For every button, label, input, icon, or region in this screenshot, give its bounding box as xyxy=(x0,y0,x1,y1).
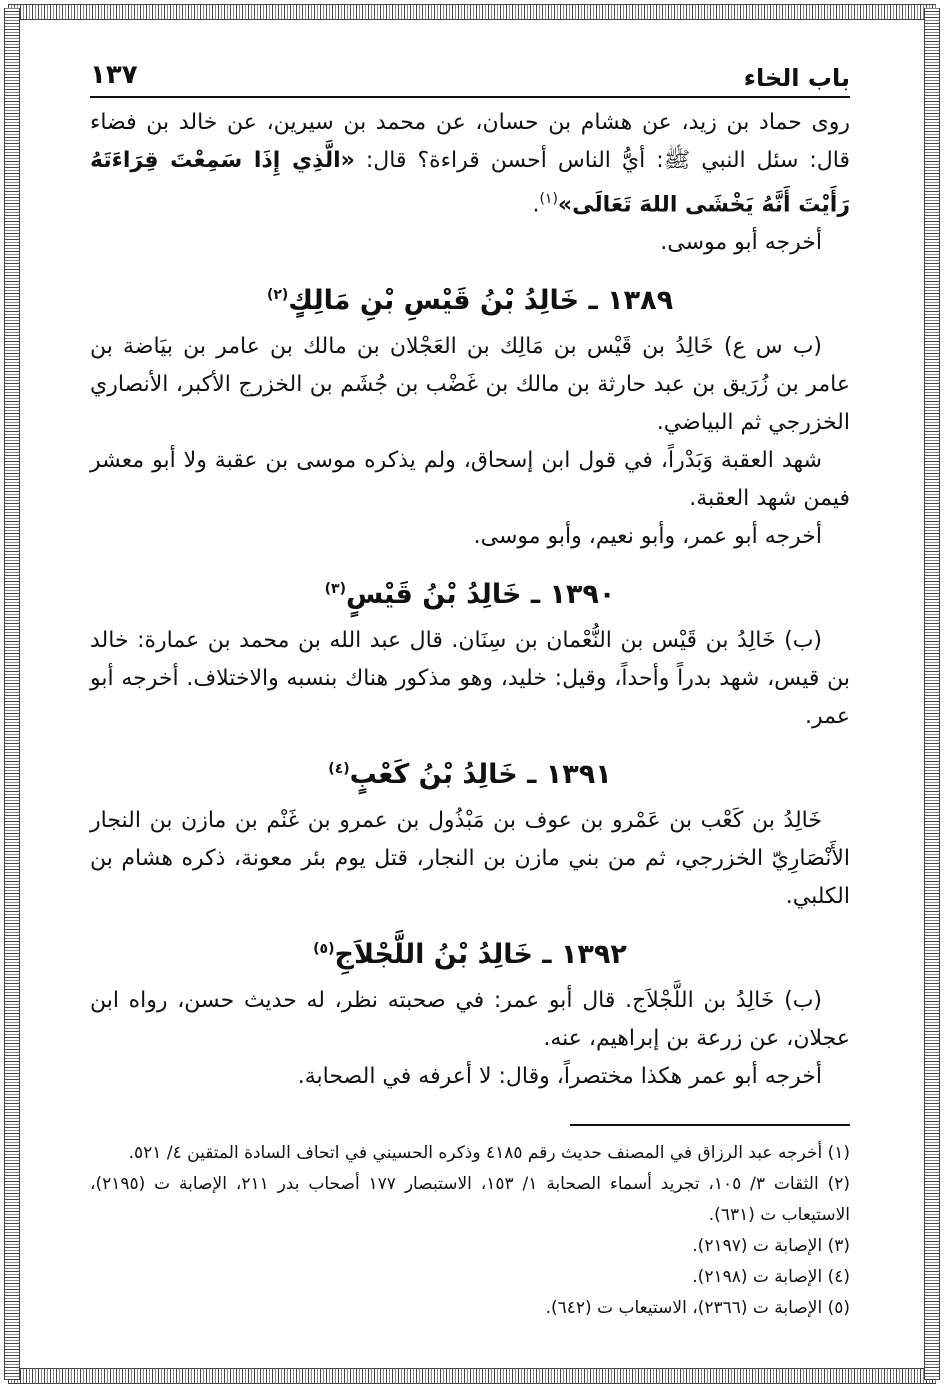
entry-title-1389: ١٣٨٩ ـ خَالِدُ بْنُ قَيْسِ بْنِ مَالِكٍ xyxy=(288,285,674,317)
entry-heading-1389 xyxy=(90,268,850,328)
entry-title-1390: ١٣٩٠ ـ خَالِدُ بْنُ قَيْسٍ xyxy=(345,579,616,611)
footnote-separator xyxy=(570,1124,850,1126)
footnote-ref-1: (١) xyxy=(539,191,558,207)
page-number: ١٣٧ xyxy=(90,60,138,90)
footnote-1: (١) أخرجه عبد الرزاق في المصنف حديث رقم ٤١٨٥ وذكره الحسيني في اتحاف السادة المتقين ٤/ ٥٢١. xyxy=(128,1143,850,1164)
paragraph-entry-1392: (ب) خَالِدُ بن اللَّجْلاَج. قال أبو عمر: في صحبته نظر، له حديث حسن، رواه ابن عجلان، عن زرعة بن إبراهيم، عنه. xyxy=(90,988,850,1052)
ornamental-border-bottom xyxy=(8,1368,936,1384)
footnote-ref-4: (٤) xyxy=(328,761,350,778)
footnote-ref-5: (٥) xyxy=(313,941,335,958)
ornamental-border-left xyxy=(4,8,20,1380)
ornamental-border-right xyxy=(924,8,940,1380)
entry-heading-1390 xyxy=(90,562,850,622)
page-header xyxy=(90,60,850,98)
entry-title-1391: ١٣٩١ ـ خَالِدُ بْنُ كَعْبٍ xyxy=(349,759,612,791)
paragraph-source-1: أخرجه أبو موسى. xyxy=(660,230,822,256)
paragraph-narration xyxy=(90,104,850,224)
entry-title-1392: ١٣٩٢ ـ خَالِدُ بْنُ اللَّجْلاَجِ xyxy=(334,939,627,971)
narration-line-1: روى حماد بن زيد، عن هشام بن حسان، عن محمد بن سيرين، عن خالد بن فضاء xyxy=(90,110,850,135)
page-content xyxy=(90,60,851,1319)
paragraph-lineage-1389: (ب س ع) خَالِدُ بن قَيْس بن مَالِك بن العَجْلان بن مالك بن عامر بن بيَاضة بن عامر بن زُرَيق بن عبد حارثة بن مالك بن غَضْب بن جُشَم بن الخزرج الأكبر، الأنصاري الخزرجي ثم البياضي. xyxy=(90,334,850,436)
footnote-ref-2: (٢) xyxy=(266,287,289,304)
prophetic-quote: «الَّذِي إِذَا سَمِعْتَ قِرَاءَتَهُ رَأَيْتَ أَنَّهُ يَخْشَى اللهَ تَعَالَى» xyxy=(90,148,850,218)
narration-end: . xyxy=(532,192,540,218)
footnote-5: (٥) الإصابة ت (٢٣٦٦)، الاستيعاب ت (٦٤٢). xyxy=(545,1298,850,1319)
paragraph-battles-1389: شهد العقبة وَبَدْراً، في قول ابن إسحاق، ولم يذكره موسى بن عقبة ولا أبو معشر فيمن شهد العقبة. xyxy=(90,448,850,512)
paragraph-source-1392: أخرجه أبو عمر هكذا مختصراً، وقال: لا أعرفه في الصحابة. xyxy=(297,1064,822,1090)
narration-line-2: قال: سئل النبي ﷺ: أيُّ الناس أحسن قراءة؟ قال: xyxy=(365,148,851,173)
footnote-4: (٤) الإصابة ت (٢١٩٨). xyxy=(692,1267,850,1288)
footnote-ref-3: (٣) xyxy=(324,581,346,598)
entry-heading-1392 xyxy=(90,922,850,982)
entry-heading-1391 xyxy=(90,742,850,802)
footnote-2: (٢) الثقات ٣/ ١٠٥، تجريد أسماء الصحابة ١/ ١٥٣، الاستبصار ١٧٧ أصحاب بدر ٢١١، الإصابة ت (٢١٩٥)، الاستيعاب ت (٦٣١). xyxy=(90,1174,850,1226)
running-head: باب الخاء xyxy=(743,64,850,92)
ornamental-border-top xyxy=(8,4,936,20)
paragraph-source-1389: أخرجه أبو عمر، وأبو نعيم، وأبو موسى. xyxy=(473,524,822,550)
paragraph-entry-1391: خَالِدُ بن كَعْب بن عَمْرو بن عوف بن مَبْذُول بن عمرو بن غَنْم بن مازن بن النجار الأَنْصَارِيّ الخزرجي، ثم من بني مازن بن النجار، قتل يوم بئر معونة، ذكره هشام بن الكلبي. xyxy=(90,808,850,910)
paragraph-entry-1390: (ب) خَالِدُ بن قَيْس بن النُّعْمان بن سِنَان. قال عبد الله بن محمد بن عمارة: خالد بن قيس، شهد بدراً وأحداً، وقيل: خليد، وهو مذكور هناك بنسبه والاختلاف. أخرجه أبو عمر. xyxy=(90,628,850,730)
footnote-3: (٣) الإصابة ت (٢١٩٧). xyxy=(692,1236,850,1257)
